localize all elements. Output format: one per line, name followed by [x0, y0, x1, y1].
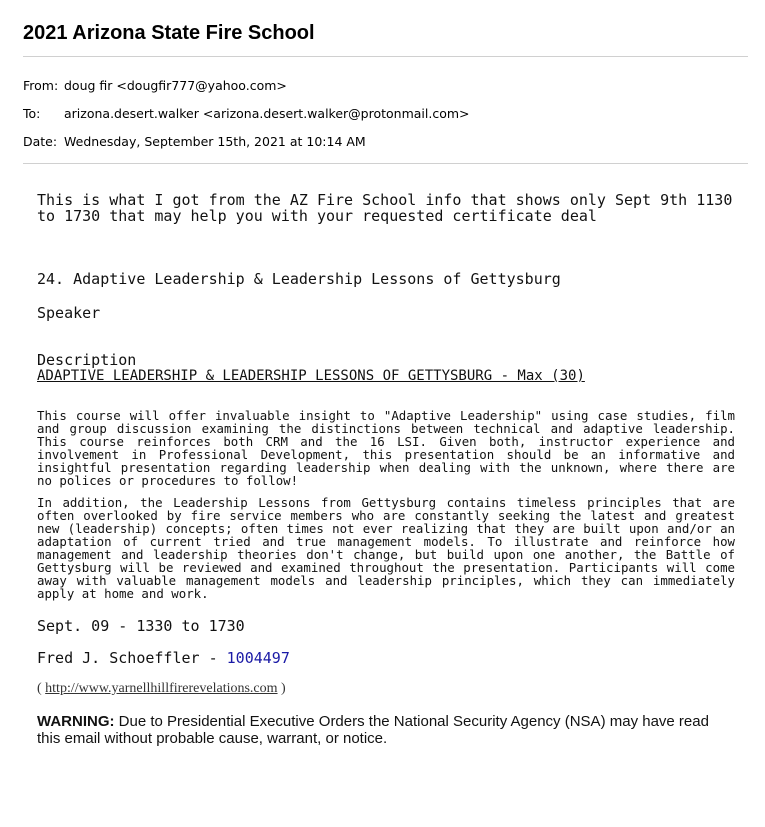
email-subject: 2021 Arizona State Fire School [23, 22, 315, 44]
session-time: Sept. 09 - 1330 to 1730 [37, 616, 245, 635]
to-row [23, 99, 742, 127]
description-link[interactable]: ADAPTIVE LEADERSHIP & LEADERSHIP LESSONS OF GETTYSBURG - Max (30) [37, 368, 585, 384]
from-row [23, 71, 742, 99]
website-link[interactable]: http://www.yarnellhillfirerevelations.com [45, 680, 278, 696]
speaker-label: Speaker [37, 304, 101, 322]
warning-notice [37, 713, 735, 747]
presenter-number-link[interactable]: 1004497 [226, 648, 290, 667]
site-open-paren: ( [37, 680, 46, 696]
email-body [0, 192, 765, 747]
to-label: To: [23, 105, 41, 121]
presenter [37, 649, 735, 667]
date-value: Wednesday, September 15th, 2021 at 10:14 AM [64, 133, 366, 149]
intro-text: This is what I got from the AZ Fire School info that shows only Sept 9th 1130 to 1730 that may help you with your requested certificate deal [37, 191, 733, 225]
site-close-paren: ) [277, 680, 286, 696]
description-label: Description [37, 351, 137, 369]
to-value[interactable]: arizona.desert.walker <arizona.desert.walker@protonmail.com> [64, 105, 470, 121]
description-paragraph-1: This course will offer invaluable insight to "Adaptive Leadership" using case studies, film and group discussion examining the distinctions between technical and adaptive leadership. This course reinforces both CRM and the 16 LSI. Given both, instructor experience and involvement in Professional Development, this presentation should be an informative and insightful presentation regarding leadership when dealing with the unknown, where there are no polices or procedures to follow! [37, 408, 735, 488]
course-title: 24. Adaptive Leadership & Leadership Lessons of Gettysburg [37, 270, 561, 288]
email-meta [0, 57, 765, 163]
warning-text: Due to Presidential Executive Orders the National Security Agency (NSA) may have read this email without probable cause, warrant, or notice. [37, 712, 709, 747]
website-line [37, 681, 735, 697]
meta-divider [23, 163, 748, 164]
date-row [23, 127, 742, 155]
date-label: Date: [23, 133, 58, 149]
warning-label: WARNING: [37, 712, 115, 730]
description-paragraph-2: In addition, the Leadership Lessons from Gettysburg contains timeless principles that are often overlooked by fire service members who are constantly seeking the latest and greatest new (leadership) concepts; often times not ever realizing that they are built upon and/or an adaptation of current tried and true management models. To illustrate and reinforce how management and leadership theories don't change, but build upon one another, the Battle of Gettysburg will be reviewed and examined throughout the presentation. Participants will come away with valuable management models and leadership principles, which they can immediately apply at home and work. [37, 495, 735, 601]
from-value[interactable]: doug fir <dougfir777@yahoo.com> [64, 77, 287, 93]
from-label: From: [23, 77, 59, 93]
presenter-name: Fred J. Schoeffler - [37, 648, 227, 667]
